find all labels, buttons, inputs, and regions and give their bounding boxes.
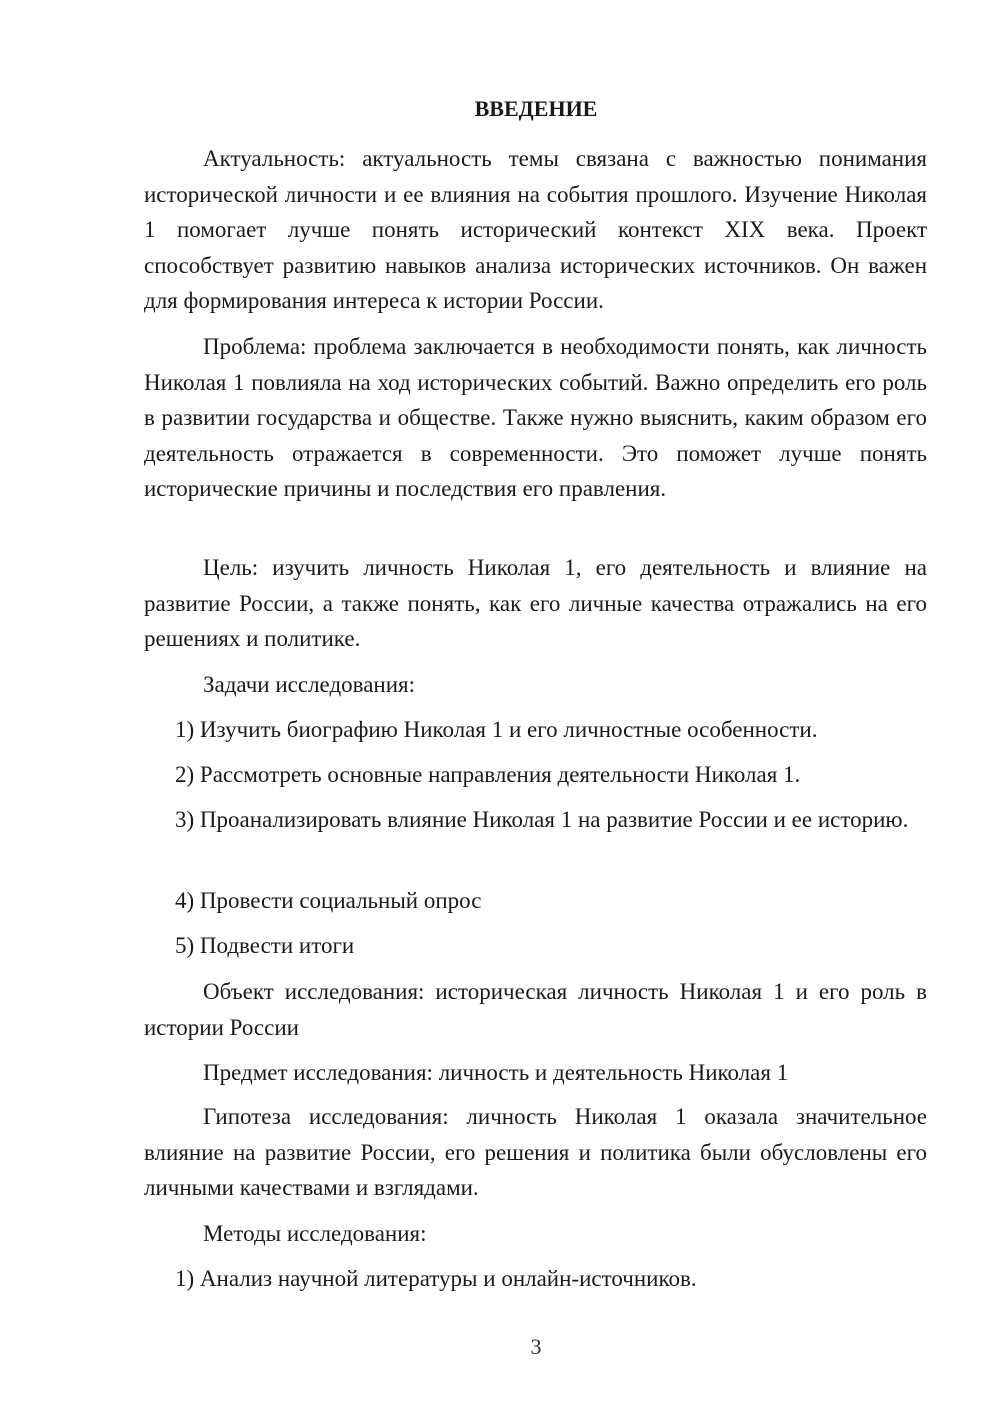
task-item-4: 4) Провести социальный опрос bbox=[175, 888, 482, 913]
paragraph-object: Объект исследования: историческая личность Николая 1 и его роль в истории России bbox=[144, 979, 927, 1040]
paragraph-hypothesis: Гипотеза исследования: личность Николая 1 оказала значительное влияние на развитие России, его решения и политика были обусловлены его личными качествами и взглядами. bbox=[144, 1104, 927, 1200]
paragraph-subject: Предмет исследования: личность и деятельность Николая 1 bbox=[203, 1060, 789, 1085]
method-item-1: 1) Анализ научной литературы и онлайн-источников. bbox=[175, 1266, 697, 1291]
section-heading: ВВЕДЕНИЕ bbox=[474, 96, 598, 121]
paragraph-goal: Цель: изучить личность Николая 1, его деятельность и влияние на развитие России, а также понять, как его личные качества отражались на его решениях и политике. bbox=[144, 555, 927, 651]
methods-title: Методы исследования: bbox=[203, 1221, 427, 1246]
paragraph-actuality: Актуальность: актуальность темы связана с важностью понимания исторической личности и ее влияния на события прошлого. Изучение Николая 1 помогает лучше понять исторический контекст XIX века. Проект способствует развитию навыков анализа исторических источников. Он важен для формирования интереса к истории России. bbox=[144, 146, 927, 313]
page-number: 3 bbox=[530, 1334, 542, 1359]
tasks-title: Задачи исследования: bbox=[203, 672, 416, 697]
task-item-2: 2) Рассмотреть основные направления деятельности Николая 1. bbox=[175, 762, 801, 787]
paragraph-problem: Проблема: проблема заключается в необходимости понять, как личность Николая 1 повлияла на ход исторических событий. Важно определить его роль в развитии государства и обществе. Также нужно выяснить, каким образом его деятельность отражается в современности. Это поможет лучше понять исторические причины и последствия его правления. bbox=[144, 334, 927, 501]
task-item-5: 5) Подвести итоги bbox=[175, 933, 355, 958]
task-item-1: 1) Изучить биографию Николая 1 и его личностные особенности. bbox=[175, 717, 818, 742]
task-item-3: 3) Проанализировать влияние Николая 1 на развитие России и ее историю. bbox=[175, 807, 909, 832]
